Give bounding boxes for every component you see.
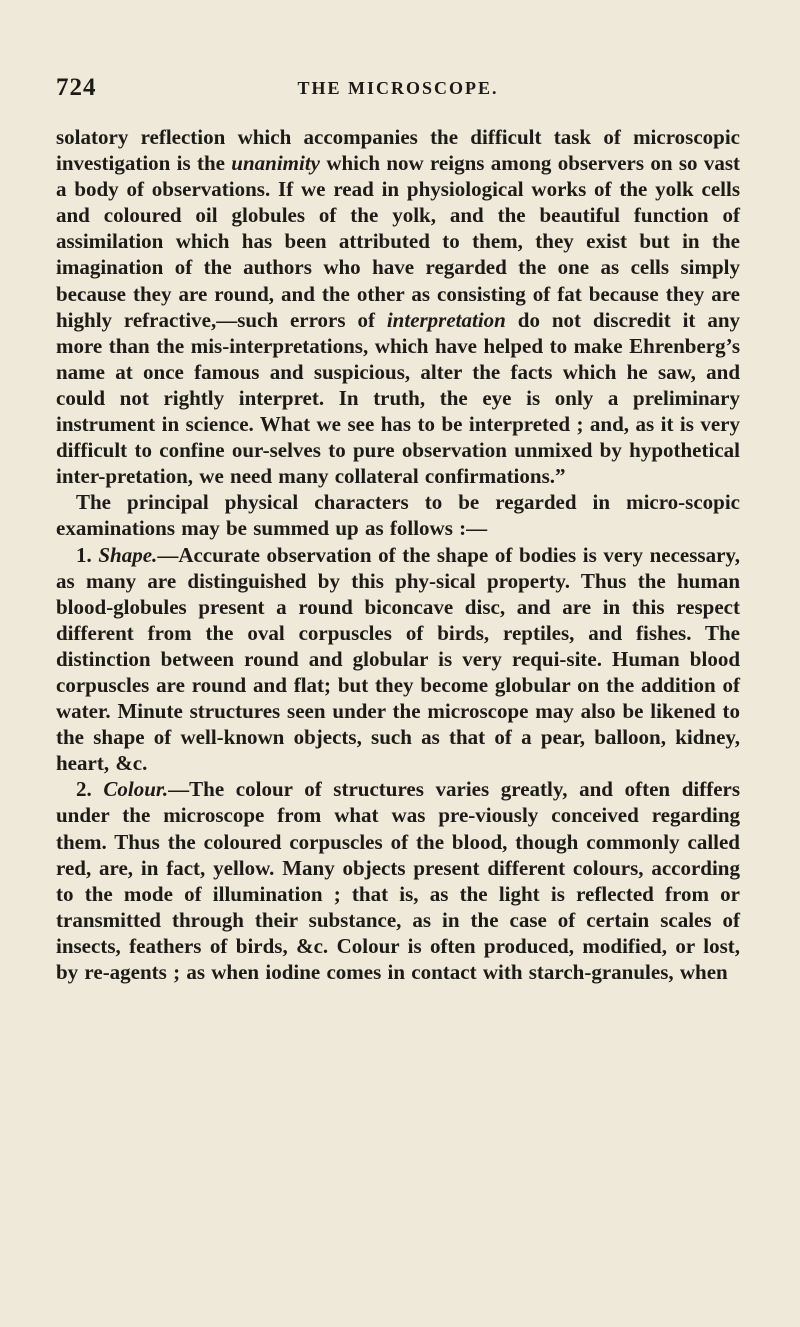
- running-head: [56, 74, 740, 124]
- text-run: solatory reflection which accompanies the difficult task of microscopic investigation is the: [56, 125, 740, 176]
- italic-term-interpretation: interpretation: [386, 307, 506, 332]
- italic-term-unanimity: unanimity: [231, 151, 320, 176]
- item-title-colour: Colour.: [103, 777, 169, 802]
- paragraph-colour: [56, 776, 740, 985]
- paragraph-intro: The principal physical characters to be regarded in micro-scopic examinations may be summed up as follows :—: [56, 490, 740, 541]
- paragraph-continuation: [56, 124, 740, 489]
- item-text: —The colour of structures varies greatly, and often differs under the microscope from what was pre-viously conceived regarding them. Thus the coloured corpuscles of the blood, though commonly called red, are, in fact, yellow. Many objects present different colours, according to the mode of illumination ; that is, as the light is reflected from or transmitted through their substance, as in the case of certain scales of insects, feathers of birds, &c. Colour is often produced, modified, or lost, by re-agents ; as when iodine comes in contact with starch-granules, when: [56, 777, 741, 984]
- text-run: which now reigns among observers on so vast a body of observations. If we read in physiological works of the yolk cells and coloured oil globules of the yolk, and the beautiful function of assimilation which has been attributed to them, they exist but in the imagination of the authors who have regarded the one as cells simply because they are round, and the other as consisting of fat because they are highly refractive,—such errors of: [56, 151, 741, 332]
- body-text: [56, 124, 740, 985]
- running-title: THE MICROSCOPE.: [297, 78, 499, 98]
- item-number: 2.: [76, 777, 104, 802]
- text-run: do not discredit it any more than the mis-interpretations, which have helped to make Ehrenberg’s name at once famous and suspicious, alter the facts which he saw, and could not rightly interpret. In truth, the eye is only a preliminary instrument in science. What we see has to be interpreted ; and, as it is very difficult to confine our-selves to pure observation unmixed by hypothetical inter-pretation, we need many collateral confirmations.”: [56, 307, 740, 489]
- item-text: —Accurate observation of the shape of bodies is very necessary, as many are distinguished by this phy-sical property. Thus the human blood-globules present a round biconcave disc, and are in this respect different from the oval corpuscles of birds, reptiles, and fishes. The distinction between round and globular is very requi-site. Human blood corpuscles are round and flat; but they become globular on the addition of water. Minute structures seen under the microscope may also be likened to the shape of well-known objects, such as that of a pear, balloon, kidney, heart, &c.: [56, 542, 741, 776]
- paragraph-shape: [56, 542, 740, 777]
- page-number: 724: [56, 74, 97, 101]
- item-number: 1.: [76, 542, 99, 567]
- item-title-shape: Shape.: [98, 542, 158, 567]
